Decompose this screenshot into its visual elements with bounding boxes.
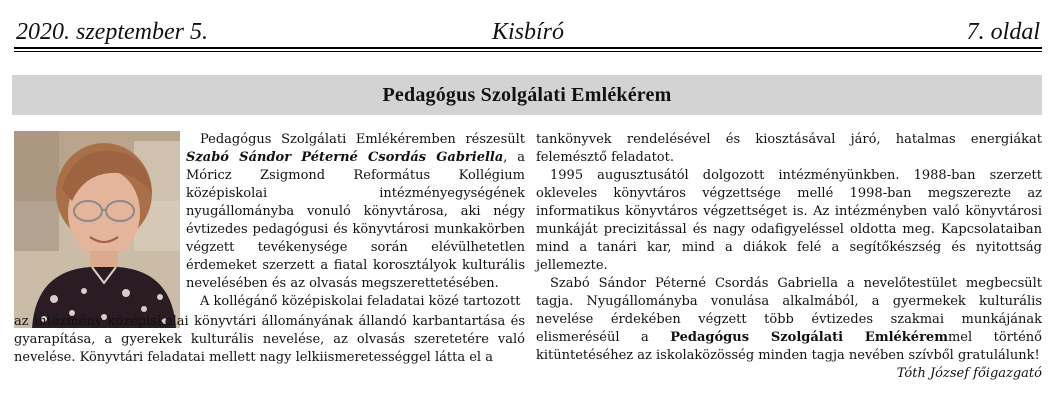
issue-date: 2020. szeptember 5.: [16, 19, 208, 45]
honoree-name: Szabó Sándor Péterné Csordás Gabriella: [186, 150, 504, 165]
paragraph-1-intro: Pedagógus Szolgálati Emlékéremben részesült: [200, 132, 525, 147]
header-rule-thin: [14, 51, 1042, 52]
article-title: Pedagógus Szolgálati Emlékérem: [382, 83, 672, 106]
paragraph-4-body: Szabó Sándor Péterné Csordás Gabriella a nevelőtestület megbecsült tagja. Nyugállományba vonulása alkalmából, a gyermekek kulturális nevelése érdekében végzett több évtizedes szakmai munkájának elismeréséül a: [536, 276, 1042, 345]
paragraph-2-body: az intézmény középiskolai könyvtári állományának állandó karbantartása és gyarapítása, a gyerekek kulturális nevelése, az olvasás szeretetére való nevelése. Könyvtári feladatai mellett nagy lelkiismeretességgel látta el a: [14, 314, 525, 365]
article-column-left-bottom: [14, 313, 525, 367]
portrait-photo: [14, 131, 180, 328]
paragraph-1: [186, 131, 525, 293]
page-number: 7. oldal: [966, 19, 1040, 45]
award-name: Pedagógus Szolgálati Emlékérem: [670, 330, 948, 345]
page-header: [14, 14, 1042, 46]
author-signature: Tóth József főigazgató: [896, 366, 1042, 381]
article-column-left-top: [186, 131, 525, 311]
paragraph-4: [536, 275, 1042, 365]
paragraph-2-start: A kollégánő középiskolai feladatai közé tartozott: [200, 294, 521, 309]
paragraph-4-end: mel történő kitüntetéséhez az iskolaközösség minden tagja nevében szívből gratulálunk!: [536, 330, 1042, 363]
portrait-image: [14, 131, 180, 328]
article-column-right: [536, 131, 1042, 383]
paragraph-3: 1995 augusztusától dolgozott intézményünkben. 1988-ban szerzett okleveles könyvtáros végzettsége mellé 1998-ban megszerezte az informatikus könyvtáros végzettséget is. Az intézményben való könyvtárosi munkáját precizitással és nagy odafigyeléssel oldotta meg. Kapcsolataiban mind a tanári kar, mind a diákok felé a segítőkészség és nyitottság jellemezte.: [536, 168, 1042, 273]
header-rule: [14, 47, 1042, 49]
paragraph-2-end: tankönyvek rendelésével és kiosztásával járó, hatalmas energiákat felemésztő feladatot.: [536, 132, 1042, 165]
article-title-banner: [12, 75, 1042, 115]
newspaper-name: Kisbíró: [491, 19, 565, 45]
paragraph-1-body: , a Móricz Zsigmond Református Kollégium középiskolai intézményegységének nyugállományba vonuló könyvtárosa, aki négy évtizedes pedagógusi és könyvtárosi munkakörben végzett tevékenysége során elévülhetetlen érdemeket szerzett a fiatal korosztályok kulturális nevelésében és az olvasás megszerettetésében.: [186, 150, 525, 291]
